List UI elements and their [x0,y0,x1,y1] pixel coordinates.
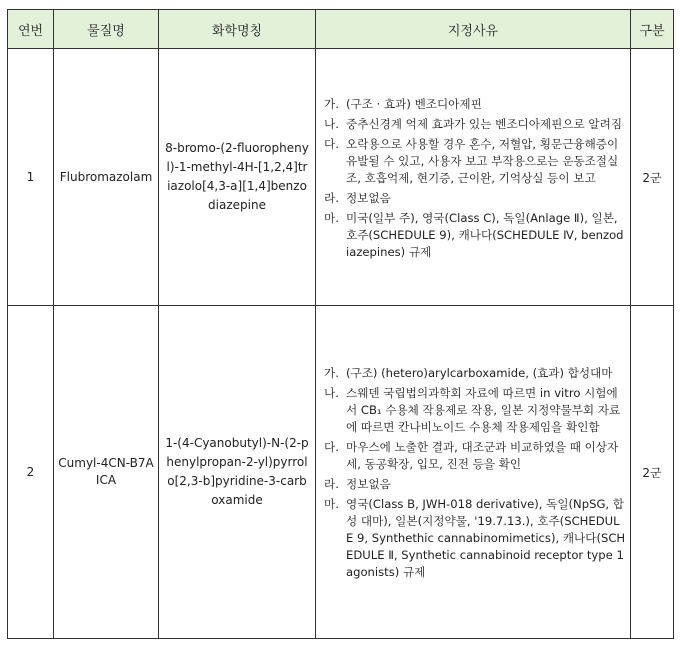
reason-item [324,190,626,207]
reason-marker: 가. [324,96,339,111]
reason-text: 스웨덴 국립법의과학회 자료에 따르면 in vitro 시험에서 CB₁ 수용체 작용제로 작용, 일본 지정약물부회 자료에 따르면 칸나비노이드 수용체 작용제임을 확인함 [346,386,621,434]
chemical-name: 1-(4-Cyanobutyl)-N-(2-phenylpropan-2-yl)pyrrolo[2,3-b]pyridine-3-carboxamide [159,306,316,639]
table-row [8,49,674,306]
header-substance-name: 물질명 [54,10,159,49]
reason-item [324,476,626,493]
header-row [8,10,674,49]
reason-text: 중추신경계 억제 효과가 있는 벤조디아제핀으로 알려짐 [346,116,623,131]
reason-marker: 가. [324,366,339,380]
reason-marker: 다. [324,136,339,151]
reason-text: 마우스에 노출한 결과, 대조군과 비교하였을 때 이상자세, 동공확장, 입모, 진전 등을 확인 [346,440,619,471]
reason-item [324,96,626,113]
substance-name: Flubromazolam [54,49,159,306]
reason-text: 오락용으로 사용할 경우 혼수, 저혈압, 횡문근융해증이 유발될 수 있고, 사용자 보고 부작용으로는 운동조절실조, 호흡억제, 현기증, 근이완, 기억상실 등이 보고 [346,136,619,185]
reason-text: (구조 · 효과) 벤조디아제핀 [346,96,482,111]
reason-text: 정보없음 [346,190,391,205]
reason-item [324,136,626,187]
header-category: 구분 [631,10,674,49]
designation-reason [316,306,631,639]
substance-name: Cumyl-4CN-B7AICA [54,306,159,639]
reason-text: (구조) (hetero)arylcarboxamide, (효과) 합성대마 [346,366,613,380]
reason-item [324,365,626,382]
row-number: 2 [8,306,54,639]
header-chemical-name: 화학명칭 [159,10,316,49]
reason-text: 영국(Class B, JWH-018 derivative), 독일(NpSG, 합성 대마), 일본(지정약물, '19.7.13.), 호주(SCHEDULE 9, Synthethic cannabinomimetics), 캐나다(SCHEDULE Ⅱ, Synthetic cannabinoid receptor type 1 agonists) 규제 [346,497,626,579]
header-designation-reason: 지정사유 [316,10,631,49]
reason-marker: 라. [324,190,339,205]
reason-marker: 마. [324,497,339,511]
reason-text: 정보없음 [346,477,391,491]
designation-reason [316,49,631,306]
reason-item [324,385,626,436]
reason-marker: 마. [324,210,339,225]
category: 2군 [631,49,674,306]
reason-marker: 나. [324,116,339,131]
row-number: 1 [8,49,54,306]
reason-item [324,439,626,473]
table-row [8,306,674,639]
reason-marker: 라. [324,477,339,491]
category: 2군 [631,306,674,639]
reason-item [324,116,626,133]
reason-text: 미국(일부 주), 영국(Class C), 독일(Anlage Ⅱ), 일본, 호주(SCHEDULE 9), 캐나다(SCHEDULE Ⅳ, benzodiazepines) 규제 [346,210,624,259]
chemical-name: 8-bromo-(2-fluorophenyl)-1-methyl-4H-[1,2,4]triazolo[4,3-a][1,4]benzodiazepine [159,49,316,306]
reason-marker: 나. [324,386,339,400]
header-no: 연번 [8,10,54,49]
reason-item [324,210,626,261]
reason-marker: 다. [324,440,339,454]
reason-item [324,496,626,581]
substance-table [7,9,674,639]
